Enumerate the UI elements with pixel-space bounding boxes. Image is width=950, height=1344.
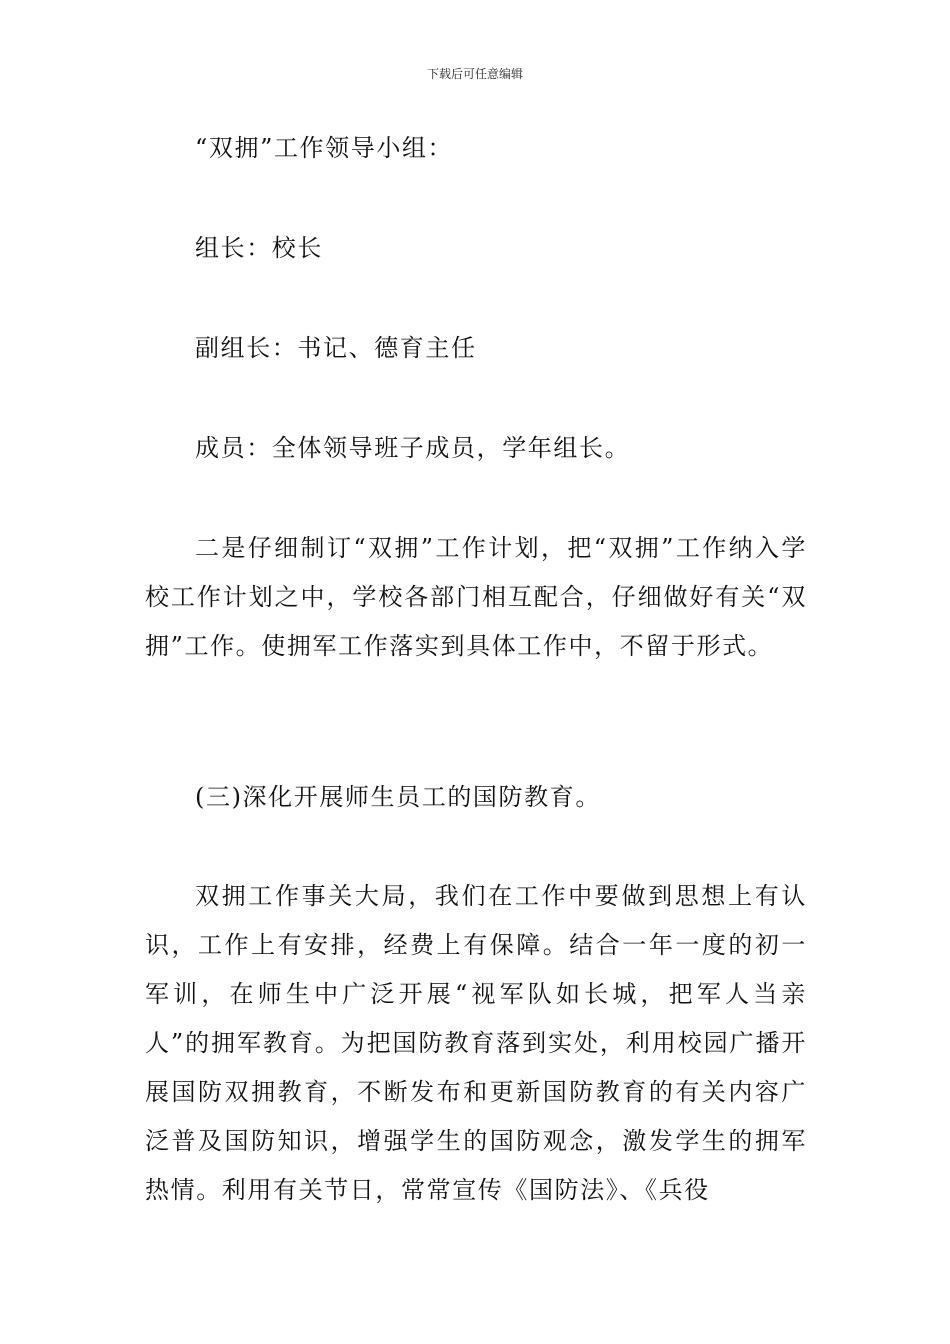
paragraph-work-plan: 二是仔细制订“双拥”工作计划，把“双拥”工作纳入学校工作计划之中，学校各部门相互配合，仔细做好有关“双拥”工作。使拥军工作落实到具体工作中，不留于形式。 — [145, 534, 807, 660]
paragraph-leadership-group-title: “双拥”工作领导小组： — [195, 134, 454, 162]
paragraph-defense-education: 双拥工作事关大局，我们在工作中要做到思想上有认识，工作上有安排，经费上有保障。结合一年一度的初一军训，在师生中广泛开展“视军队如长城，把军人当亲人”的拥军教育。为把国防教育落到实处，利用校园广播开展国防双拥教育，不断发布和更新国防教育的有关内容广泛普及国防知识，增强学生的国防观念，激发学生的拥军热情。利用有关节日，常常宣传《国防法》、《兵役 — [145, 882, 807, 1204]
paragraph-members: 成员：全体领导班子成员，学年组长。 — [195, 434, 631, 462]
paragraph-deputy-leader: 副组长：书记、德育主任 — [195, 334, 477, 362]
paragraph-section-three-heading: (三)深化开展师生员工的国防教育。 — [195, 783, 601, 811]
page-header: 下载后可任意编辑 — [426, 67, 523, 81]
paragraph-group-leader: 组长：校长 — [195, 234, 323, 262]
